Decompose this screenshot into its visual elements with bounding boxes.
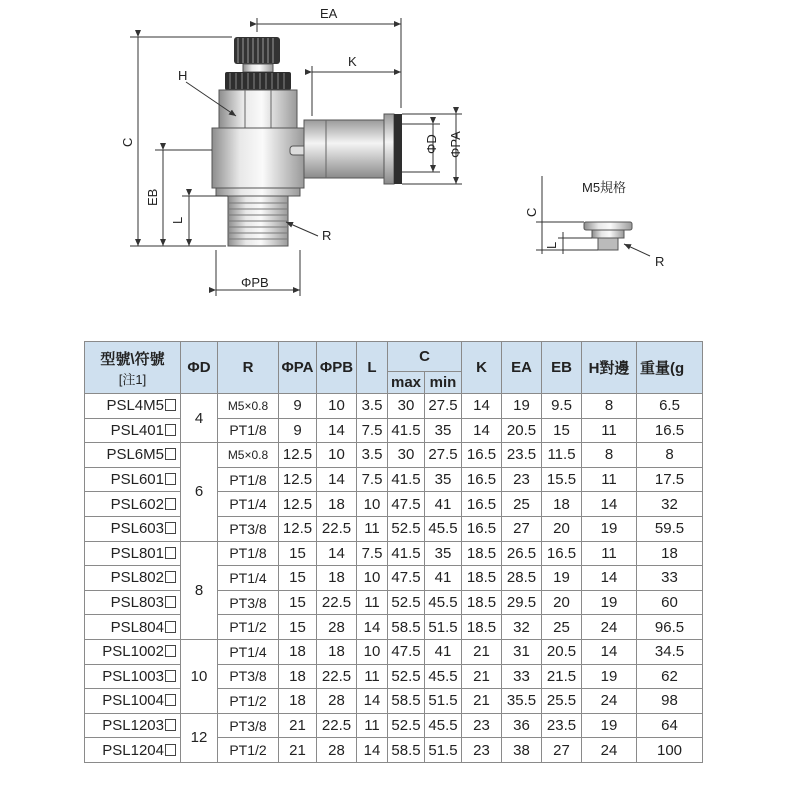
cell-r: PT3/8: [218, 713, 279, 738]
cell-w: 96.5: [637, 615, 703, 640]
cell-pa: 9: [279, 418, 317, 443]
cell-pa: 21: [279, 738, 317, 763]
cell-cmin: 45.5: [425, 713, 462, 738]
cell-pb: 22.5: [317, 713, 357, 738]
checkbox-square-icon: [165, 645, 176, 657]
cell-w: 34.5: [637, 639, 703, 664]
cell-model: [85, 492, 181, 517]
label-c: C: [120, 137, 135, 147]
label-h: H: [178, 68, 188, 83]
cell-eb: 18: [542, 492, 582, 517]
cell-w: 18: [637, 541, 703, 566]
cell-cmin: 35: [425, 418, 462, 443]
cell-pa: 12.5: [279, 467, 317, 492]
cell-eb: 9.5: [542, 394, 582, 419]
header-l: L: [357, 342, 388, 394]
cell-eb: 11.5: [542, 443, 582, 468]
model-code: PSL1003: [102, 667, 164, 685]
cell-k: 16.5: [462, 492, 502, 517]
cell-pb: 28: [317, 615, 357, 640]
cell-l: 11: [357, 664, 388, 689]
cell-pa: 18: [279, 689, 317, 714]
table-row: [85, 492, 703, 517]
cell-d: 10: [181, 639, 218, 713]
cell-ea: 36: [502, 713, 542, 738]
cell-cmin: 51.5: [425, 689, 462, 714]
cell-pa: 18: [279, 639, 317, 664]
cell-ea: 29.5: [502, 590, 542, 615]
table-body: [85, 394, 703, 763]
cell-r: PT3/8: [218, 590, 279, 615]
cell-pb: 18: [317, 639, 357, 664]
cell-l: 11: [357, 516, 388, 541]
cell-w: 16.5: [637, 418, 703, 443]
cell-k: 16.5: [462, 467, 502, 492]
model-code: PSL602: [110, 495, 164, 513]
cell-cmin: 41: [425, 566, 462, 591]
cell-ea: 31: [502, 639, 542, 664]
cell-pa: 15: [279, 615, 317, 640]
cell-pb: 28: [317, 738, 357, 763]
table-row: [85, 516, 703, 541]
cell-cmin: 41: [425, 639, 462, 664]
cell-k: 18.5: [462, 615, 502, 640]
cell-d: 6: [181, 443, 218, 541]
cell-cmin: 45.5: [425, 590, 462, 615]
cell-pa: 15: [279, 590, 317, 615]
table-row: [85, 689, 703, 714]
cell-r: PT1/8: [218, 418, 279, 443]
cell-eb: 15: [542, 418, 582, 443]
cell-l: 7.5: [357, 467, 388, 492]
cell-ea: 19: [502, 394, 542, 419]
cell-eb: 23.5: [542, 713, 582, 738]
cell-h: 24: [582, 615, 637, 640]
cell-model: [85, 541, 181, 566]
table-row: [85, 394, 703, 419]
cell-h: 8: [582, 443, 637, 468]
cell-h: 14: [582, 566, 637, 591]
cell-model: [85, 516, 181, 541]
model-code: PSL401: [110, 421, 164, 439]
header-pb: ΦPB: [317, 342, 357, 394]
cell-pb: 10: [317, 443, 357, 468]
header-k: K: [462, 342, 502, 394]
m5-title: M5規格: [582, 180, 627, 195]
cell-k: 21: [462, 689, 502, 714]
cell-model: [85, 738, 181, 763]
model-code: PSL6M5: [106, 446, 164, 464]
checkbox-square-icon: [165, 670, 176, 682]
cell-cmax: 47.5: [388, 492, 425, 517]
cell-pb: 22.5: [317, 590, 357, 615]
cell-w: 17.5: [637, 467, 703, 492]
cell-h: 19: [582, 516, 637, 541]
cell-ea: 25: [502, 492, 542, 517]
cell-k: 14: [462, 394, 502, 419]
cell-d: 8: [181, 541, 218, 639]
cell-ea: 27: [502, 516, 542, 541]
cell-cmax: 52.5: [388, 713, 425, 738]
cell-w: 60: [637, 590, 703, 615]
cell-k: 18.5: [462, 541, 502, 566]
cell-eb: 20: [542, 516, 582, 541]
cell-h: 24: [582, 738, 637, 763]
cell-pa: 12.5: [279, 492, 317, 517]
cell-eb: 25.5: [542, 689, 582, 714]
cell-r: PT3/8: [218, 516, 279, 541]
cell-r: PT1/8: [218, 541, 279, 566]
cell-r: PT1/2: [218, 738, 279, 763]
cell-l: 11: [357, 713, 388, 738]
cell-d: 12: [181, 713, 218, 762]
cell-l: 14: [357, 615, 388, 640]
technical-drawing: [0, 0, 800, 330]
header-d: ΦD: [181, 342, 218, 394]
model-code: PSL1004: [102, 692, 164, 710]
cell-eb: 20: [542, 590, 582, 615]
cell-h: 11: [582, 467, 637, 492]
checkbox-square-icon: [165, 621, 176, 633]
cell-cmax: 41.5: [388, 467, 425, 492]
cell-r: PT1/8: [218, 467, 279, 492]
header-model: 型號\符號 [注1]: [85, 342, 181, 394]
table-row: [85, 541, 703, 566]
cell-cmin: 51.5: [425, 615, 462, 640]
cell-r: PT3/8: [218, 664, 279, 689]
cell-ea: 23.5: [502, 443, 542, 468]
cell-model: [85, 566, 181, 591]
checkbox-square-icon: [165, 547, 176, 559]
cell-pa: 9: [279, 394, 317, 419]
header-ea: EA: [502, 342, 542, 394]
cell-ea: 33: [502, 664, 542, 689]
cell-r: PT1/2: [218, 615, 279, 640]
label-l: L: [170, 216, 185, 224]
cell-k: 23: [462, 713, 502, 738]
cell-pb: 18: [317, 492, 357, 517]
cell-l: 3.5: [357, 443, 388, 468]
table-row: [85, 418, 703, 443]
cell-r: PT1/2: [218, 689, 279, 714]
cell-pa: 21: [279, 713, 317, 738]
label-ea: EA: [320, 6, 338, 21]
cell-cmax: 52.5: [388, 664, 425, 689]
table-header: [85, 342, 703, 394]
cell-pa: 12.5: [279, 443, 317, 468]
cell-w: 6.5: [637, 394, 703, 419]
table-row: [85, 590, 703, 615]
label-k: K: [348, 54, 357, 69]
checkbox-square-icon: [165, 498, 176, 510]
cell-w: 100: [637, 738, 703, 763]
cell-w: 33: [637, 566, 703, 591]
model-code: PSL603: [110, 520, 164, 538]
checkbox-square-icon: [165, 571, 176, 583]
cell-cmin: 45.5: [425, 664, 462, 689]
cell-l: 10: [357, 492, 388, 517]
m5-label-r: R: [655, 254, 665, 269]
label-pb: ΦPB: [241, 275, 269, 290]
cell-k: 16.5: [462, 516, 502, 541]
cell-k: 18.5: [462, 566, 502, 591]
cell-k: 14: [462, 418, 502, 443]
cell-r: PT1/4: [218, 566, 279, 591]
cell-w: 62: [637, 664, 703, 689]
spec-table: [84, 341, 703, 763]
header-c: C: [388, 342, 462, 372]
header-c-min: min: [425, 372, 462, 394]
cell-r: M5×0.8: [218, 394, 279, 419]
model-code: PSL804: [110, 618, 164, 636]
cell-l: 10: [357, 639, 388, 664]
cell-model: [85, 443, 181, 468]
cell-w: 98: [637, 689, 703, 714]
cell-k: 18.5: [462, 590, 502, 615]
cell-eb: 19: [542, 566, 582, 591]
cell-l: 10: [357, 566, 388, 591]
cell-cmax: 41.5: [388, 541, 425, 566]
cell-cmax: 30: [388, 394, 425, 419]
cell-model: [85, 615, 181, 640]
cell-cmax: 30: [388, 443, 425, 468]
cell-ea: 23: [502, 467, 542, 492]
cell-eb: 16.5: [542, 541, 582, 566]
model-code: PSL1002: [102, 643, 164, 661]
checkbox-square-icon: [165, 694, 176, 706]
checkbox-square-icon: [165, 473, 176, 485]
m5-label-l: L: [544, 241, 559, 249]
table-row: [85, 443, 703, 468]
cell-eb: 15.5: [542, 467, 582, 492]
table-row: [85, 664, 703, 689]
model-code: PSL803: [110, 594, 164, 612]
fitting-body: [212, 37, 402, 246]
cell-model: [85, 639, 181, 664]
table-row: [85, 713, 703, 738]
cell-k: 21: [462, 664, 502, 689]
label-r: R: [322, 228, 332, 243]
cell-cmin: 35: [425, 467, 462, 492]
cell-pa: 15: [279, 541, 317, 566]
cell-pa: 12.5: [279, 516, 317, 541]
cell-model: [85, 664, 181, 689]
cell-cmin: 27.5: [425, 443, 462, 468]
header-c-max: max: [388, 372, 425, 394]
cell-l: 11: [357, 590, 388, 615]
cell-ea: 35.5: [502, 689, 542, 714]
model-code: PSL801: [110, 544, 164, 562]
cell-model: [85, 467, 181, 492]
cell-cmax: 47.5: [388, 639, 425, 664]
header-h: H對邊: [582, 342, 637, 394]
header-weight: 重量(g: [637, 342, 703, 394]
cell-h: 19: [582, 590, 637, 615]
cell-ea: 38: [502, 738, 542, 763]
cell-pb: 22.5: [317, 664, 357, 689]
cell-cmin: 45.5: [425, 516, 462, 541]
cell-r: M5×0.8: [218, 443, 279, 468]
cell-cmin: 27.5: [425, 394, 462, 419]
cell-ea: 28.5: [502, 566, 542, 591]
cell-pb: 22.5: [317, 516, 357, 541]
cell-h: 11: [582, 418, 637, 443]
cell-k: 21: [462, 639, 502, 664]
cell-model: [85, 689, 181, 714]
cell-cmax: 58.5: [388, 689, 425, 714]
header-pa: ΦPA: [279, 342, 317, 394]
cell-w: 64: [637, 713, 703, 738]
model-code: PSL1203: [102, 717, 164, 735]
cell-r: PT1/4: [218, 639, 279, 664]
cell-w: 32: [637, 492, 703, 517]
m5-label-c: C: [524, 207, 539, 217]
table-row: [85, 615, 703, 640]
cell-model: [85, 590, 181, 615]
cell-pb: 14: [317, 418, 357, 443]
m5-variant-drawing: [524, 176, 664, 269]
label-d: ΦD: [424, 134, 439, 154]
cell-h: 8: [582, 394, 637, 419]
cell-pb: 28: [317, 689, 357, 714]
cell-k: 16.5: [462, 443, 502, 468]
model-code: PSL4M5: [106, 397, 164, 415]
cell-pa: 15: [279, 566, 317, 591]
cell-l: 14: [357, 738, 388, 763]
cell-eb: 20.5: [542, 639, 582, 664]
model-code: PSL1204: [102, 741, 164, 759]
model-code: PSL601: [110, 471, 164, 489]
cell-h: 19: [582, 664, 637, 689]
cell-cmin: 41: [425, 492, 462, 517]
table-row: [85, 566, 703, 591]
cell-cmin: 51.5: [425, 738, 462, 763]
cell-cmax: 52.5: [388, 516, 425, 541]
cell-model: [85, 418, 181, 443]
cell-pb: 10: [317, 394, 357, 419]
cell-h: 14: [582, 492, 637, 517]
cell-cmax: 47.5: [388, 566, 425, 591]
cell-model: [85, 713, 181, 738]
checkbox-square-icon: [165, 399, 176, 411]
cell-l: 7.5: [357, 418, 388, 443]
cell-ea: 32: [502, 615, 542, 640]
cell-cmax: 41.5: [388, 418, 425, 443]
cell-pb: 14: [317, 467, 357, 492]
cell-ea: 20.5: [502, 418, 542, 443]
cell-pb: 18: [317, 566, 357, 591]
table-row: [85, 639, 703, 664]
cell-eb: 21.5: [542, 664, 582, 689]
cell-h: 14: [582, 639, 637, 664]
checkbox-square-icon: [165, 424, 176, 436]
label-eb: EB: [145, 188, 160, 206]
cell-cmin: 35: [425, 541, 462, 566]
table-row: [85, 738, 703, 763]
checkbox-square-icon: [165, 719, 176, 731]
cell-pb: 14: [317, 541, 357, 566]
model-code: PSL802: [110, 569, 164, 587]
checkbox-square-icon: [165, 596, 176, 608]
checkbox-square-icon: [165, 448, 176, 460]
cell-k: 23: [462, 738, 502, 763]
cell-eb: 27: [542, 738, 582, 763]
cell-d: 4: [181, 394, 218, 443]
cell-l: 7.5: [357, 541, 388, 566]
checkbox-square-icon: [165, 522, 176, 534]
header-r: R: [218, 342, 279, 394]
cell-cmax: 58.5: [388, 615, 425, 640]
cell-model: [85, 394, 181, 419]
cell-eb: 25: [542, 615, 582, 640]
cell-cmax: 58.5: [388, 738, 425, 763]
header-model-note: [注1]: [118, 371, 147, 387]
cell-pa: 18: [279, 664, 317, 689]
cell-l: 3.5: [357, 394, 388, 419]
label-pa: ΦPA: [448, 131, 463, 158]
cell-h: 11: [582, 541, 637, 566]
cell-r: PT1/4: [218, 492, 279, 517]
cell-ea: 26.5: [502, 541, 542, 566]
cell-cmax: 52.5: [388, 590, 425, 615]
cell-h: 24: [582, 689, 637, 714]
header-eb: EB: [542, 342, 582, 394]
cell-h: 19: [582, 713, 637, 738]
cell-l: 14: [357, 689, 388, 714]
table-row: [85, 467, 703, 492]
cell-w: 59.5: [637, 516, 703, 541]
cell-w: 8: [637, 443, 703, 468]
checkbox-square-icon: [165, 744, 176, 756]
